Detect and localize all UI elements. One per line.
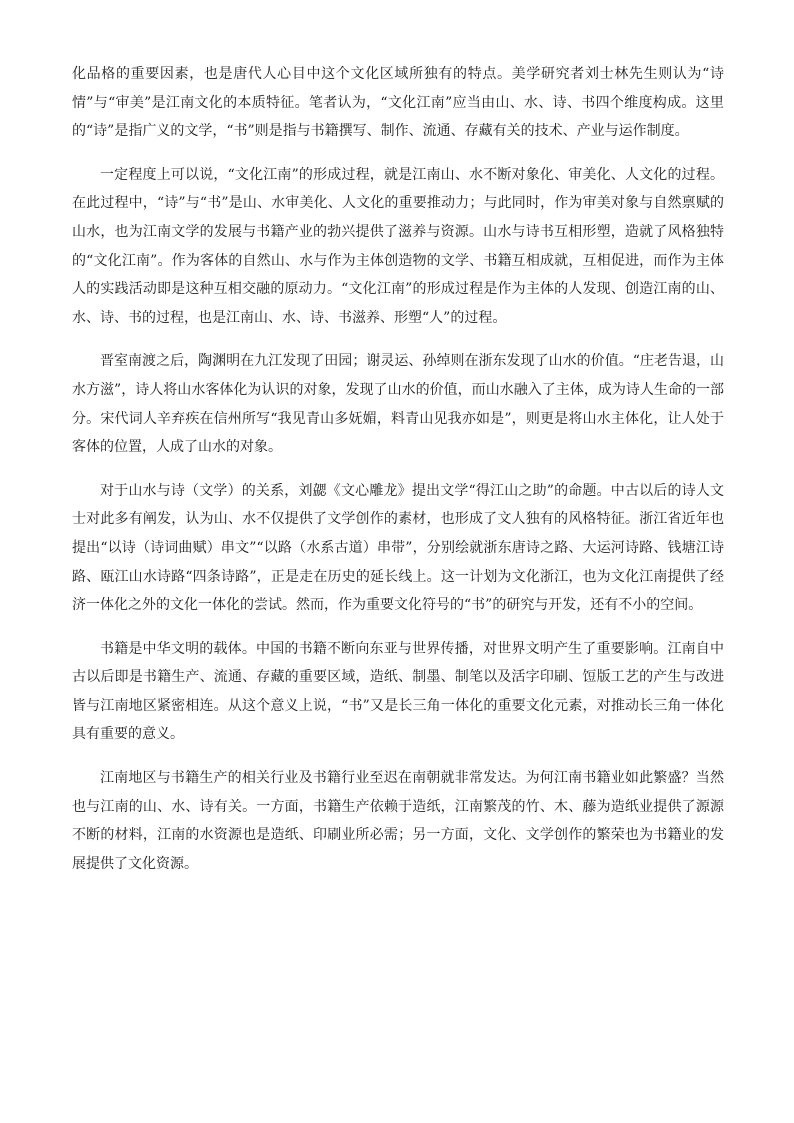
document-body: [72, 60, 724, 893]
paragraph: 一定程度上可以说，“文化江南”的形成过程，就是江南山、水不断对象化、审美化、人文化的过程。在此过程中，“诗”与“书”是山、水审美化、人文化的重要推动力；与此同时，作为审美对象与自然禀赋的山水，也为江南文学的发展与书籍产业的勃兴提供了滋养与资源。山水与诗书互相形塑，造就了风格独特的“文化江南”。作为客体的自然山、水与作为主体创造物的文学、书籍互相成就，互相促进，而作为主体人的实践活动即是这种互相交融的原动力。“文化江南”的形成过程是作为主体的人发现、创造江南的山、水、诗、书的过程，也是江南山、水、诗、书滋养、形塑“人”的过程。: [72, 166, 724, 326]
paragraph: 书籍是中华文明的载体。中国的书籍不断向东亚与世界传播，对世界文明产生了重要影响。江南自中古以后即是书籍生产、流通、存藏的重要区域，造纸、制墨、制笔以及活字印刷、饾版工艺的产生与改进皆与江南地区紧密相连。从这个意义上说，“书”又是长三角一体化的重要文化元素，对推动长三角一体化具有重要的意义。: [72, 640, 724, 743]
paragraph-continued: 化品格的重要因素，也是唐代人心目中这个文化区域所独有的特点。美学研究者刘士林先生则认为“诗情”与“审美”是江南文化的本质特征。笔者认为，“文化江南”应当由山、水、诗、书四个维度构成。这里的“诗”是指广义的文学，“书”则是指与书籍撰写、制作、流通、存藏有关的技术、产业与运作制度。: [72, 66, 724, 140]
paragraph: 晋室南渡之后，陶渊明在九江发现了田园；谢灵运、孙绰则在浙东发现了山水的价值。“庄老告退，山水方滋”，诗人将山水客体化为认识的对象，发现了山水的价值，而山水融入了主体，成为诗人生命的一部分。宋代词人辛弃疾在信州所写“我见青山多妩媚，料青山见我亦如是”，则更是将山水主体化，让人处于客体的位置，人成了山水的对象。: [72, 353, 724, 456]
paragraph: 对于山水与诗（文学）的关系，刘勰《文心雕龙》提出文学“得江山之助”的命题。中古以后的诗人文士对此多有阐发，认为山、水不仅提供了文学创作的素材，也形成了文人独有的风格特征。浙江省近年也提出“以诗（诗词曲赋）串文”“以路（水系古道）串带”，分别绘就浙东唐诗之路、大运河诗路、钱塘江诗路、瓯江山水诗路“四条诗路”，正是走在历史的延长线上。这一计划为文化浙江，也为文化江南提供了经济一体化之外的文化一体化的尝试。然而，作为重要文化符号的“书”的研究与开发，还有不小的空间。: [72, 482, 724, 614]
paragraph: 江南地区与书籍生产的相关行业及书籍行业至迟在南朝就非常发达。为何江南书籍业如此繁盛？当然也与江南的山、水、诗有关。一方面，书籍生产依赖于造纸，江南繁茂的竹、木、藤为造纸业提供了源源不断的材料，江南的水资源也是造纸、印刷业所必需；另一方面，文化、文学创作的繁荣也为书籍业的发展提供了文化资源。: [72, 770, 724, 872]
